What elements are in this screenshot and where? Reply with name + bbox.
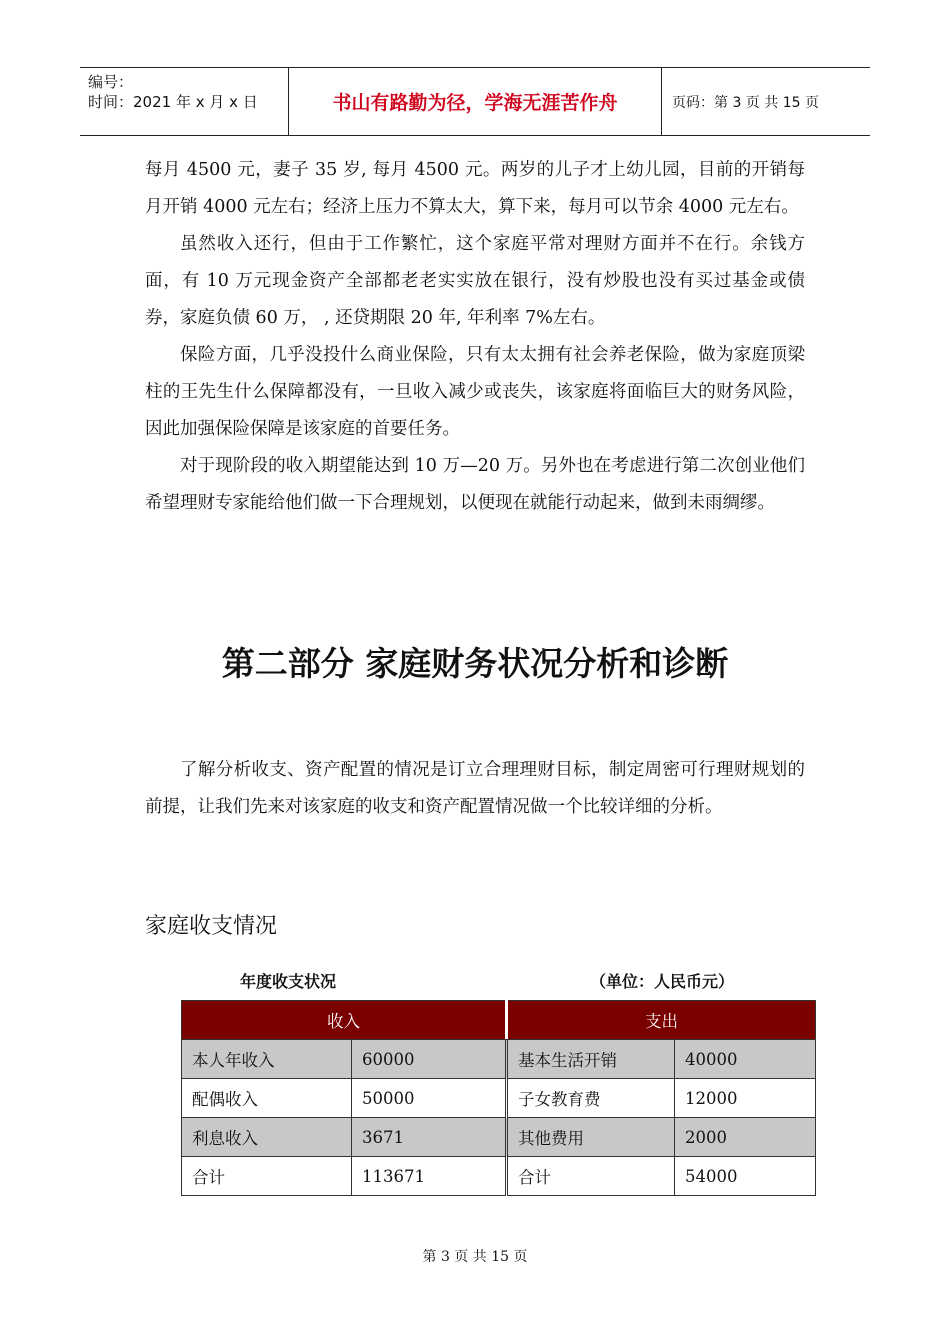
section-title: 第二部分 家庭财务状况分析和诊断	[221, 644, 729, 683]
table-header-row	[182, 1001, 816, 1040]
body-text	[145, 152, 805, 522]
page-footer: 第 3 页 共 15 页	[422, 1249, 528, 1265]
paragraph-3: 保险方面，几乎没投什么商业保险，只有太太拥有社会养老保险，做为家庭顶梁柱的王先生什么保障都没有，一旦收入减少或丧失，该家庭将面临巨大的财务风险，因此加强保险保障是该家庭的首要任务。	[145, 345, 805, 439]
expense-item: 子女教育费	[507, 1079, 675, 1118]
income-item: 本人年收入	[182, 1040, 352, 1079]
table-row	[182, 1118, 816, 1157]
header-motto: 书山有路勤为径，学海无涯苦作舟	[289, 68, 662, 136]
intro-paragraph: 了解分析收支、资产配置的情况是订立合理理财目标，制定周密可行理财规划的前提，让我们先来对该家庭的收支和资产配置情况做一个比较详细的分析。	[145, 760, 805, 817]
paragraph-2: 虽然收入还行，但由于工作繁忙，这个家庭平常对理财方面并不在行。余钱方面，有 10 万元现金资产全部都老老实实放在银行，没有炒股也没有买过基金或债券，家庭负债 60 万， , 还贷期限 20 年, 年利率 7%左右。	[145, 234, 805, 328]
expense-header: 支出	[507, 1001, 816, 1040]
page-header	[80, 67, 870, 136]
document-time-label: 时间：2021 年 x 月 x 日	[88, 93, 258, 111]
expense-amount: 12000	[675, 1079, 816, 1118]
paragraph-4: 对于现阶段的收入期望能达到 10 万—20 万。另外也在考虑进行第二次创业他们希望理财专家能给他们做一下合理规划，以便现在就能行动起来，做到未雨绸缪。	[145, 456, 805, 513]
income-item: 配偶收入	[182, 1079, 352, 1118]
expense-amount: 40000	[675, 1040, 816, 1079]
table-unit: （单位：人民币元）	[590, 972, 735, 991]
header-page-info: 页码：第 3 页 共 15 页	[662, 68, 871, 136]
subsection-title: 家庭收支情况	[145, 914, 278, 939]
expense-total-label: 合计	[507, 1157, 675, 1196]
income-total: 113671	[352, 1157, 507, 1196]
income-amount: 50000	[352, 1079, 507, 1118]
income-amount: 3671	[352, 1118, 507, 1157]
income-item: 利息收入	[182, 1118, 352, 1157]
expense-total: 54000	[675, 1157, 816, 1196]
table-caption: 年度收支状况	[240, 972, 337, 991]
document-number-label: 编号：	[88, 73, 134, 91]
income-amount: 60000	[352, 1040, 507, 1079]
income-header: 收入	[182, 1001, 507, 1040]
paragraph-1: 每月 4500 元，妻子 35 岁, 每月 4500 元。两岁的儿子才上幼儿园，目前的开销每月开销 4000 元左右；经济上压力不算太大，算下来，每月可以节余 4000 元左右。	[145, 160, 805, 217]
income-expense-table	[181, 1000, 816, 1196]
intro-text	[145, 752, 805, 826]
table-row	[182, 1157, 816, 1196]
header-meta	[80, 68, 289, 136]
expense-item: 基本生活开销	[507, 1040, 675, 1079]
table-row	[182, 1040, 816, 1079]
expense-item: 其他费用	[507, 1118, 675, 1157]
table-row	[182, 1079, 816, 1118]
expense-amount: 2000	[675, 1118, 816, 1157]
income-total-label: 合计	[182, 1157, 352, 1196]
